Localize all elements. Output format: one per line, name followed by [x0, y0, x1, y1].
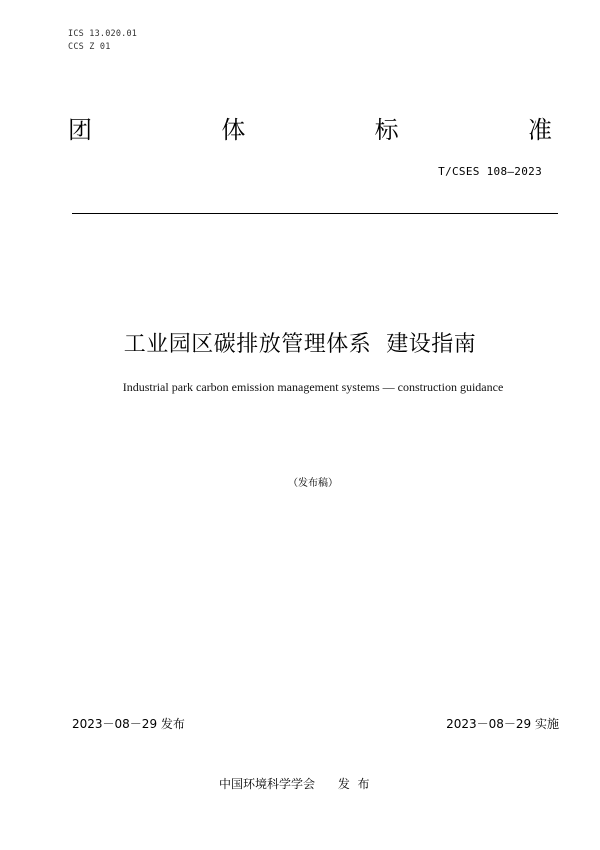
ics-code: ICS 13.020.01	[68, 29, 138, 39]
draft-status-label: （发布稿）	[288, 478, 338, 489]
standard-number: T/CSES 108—2023	[438, 165, 542, 178]
effective-date: 2023－08－29 实施	[446, 717, 559, 731]
heading-char: 团	[68, 116, 92, 144]
heading-char: 标	[374, 116, 399, 144]
document-title-chinese: 工业园区碳排放管理体系 建设指南	[123, 332, 477, 357]
ccs-code: CCS Z 01	[68, 42, 111, 52]
heading-char: 体	[221, 116, 246, 144]
header-divider	[72, 213, 558, 214]
publish-date: 2023－08－29 发布	[72, 717, 185, 731]
heading-char: 准	[527, 116, 552, 144]
standard-type-heading	[68, 114, 552, 146]
publisher-line: 中国环境科学学会 发 布	[219, 777, 370, 791]
document-title-english: Industrial park carbon emission management systems — construction guidance	[122, 380, 504, 394]
